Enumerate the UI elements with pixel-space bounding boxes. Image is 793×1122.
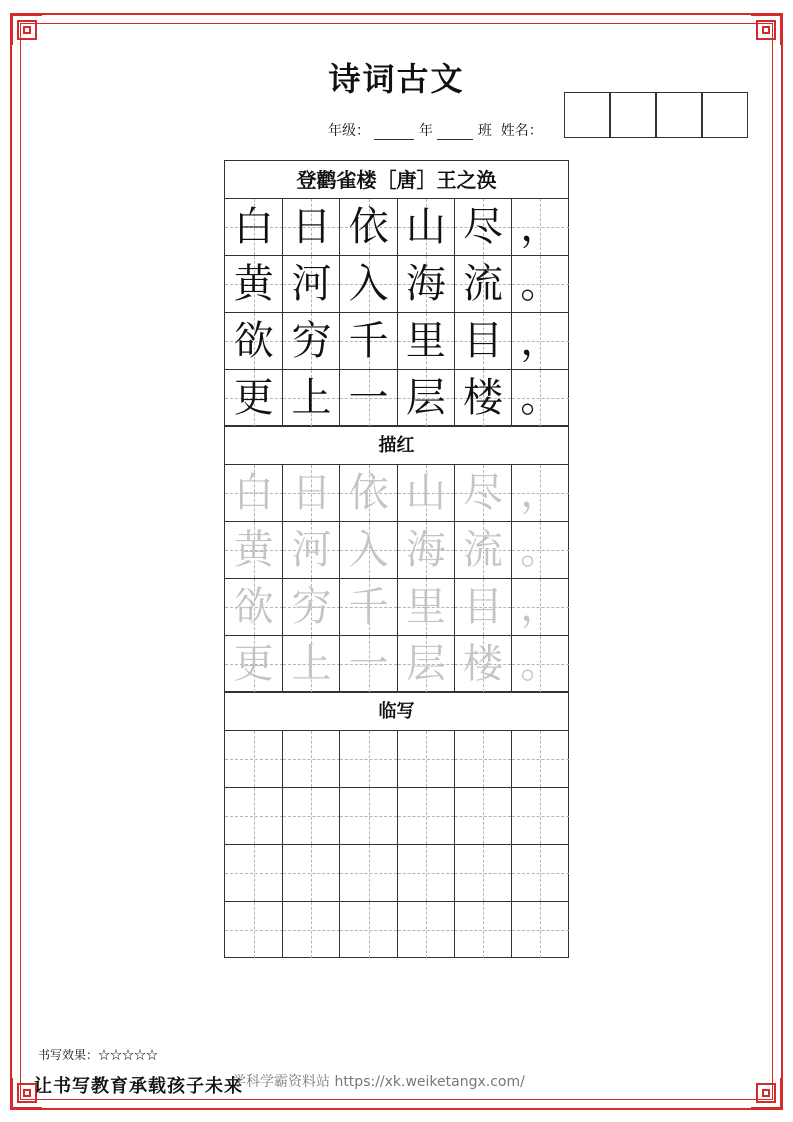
class-label: 班 bbox=[477, 123, 492, 139]
grid-cell bbox=[225, 370, 283, 426]
model-character: 目 bbox=[463, 318, 504, 364]
grid-cell bbox=[511, 636, 569, 692]
writing-rating: 书写效果：☆☆☆☆☆ bbox=[38, 1048, 159, 1062]
grid-cell bbox=[454, 636, 512, 692]
copy-row bbox=[224, 730, 569, 787]
model-character: 里 bbox=[405, 318, 446, 364]
grid-cell bbox=[511, 579, 569, 635]
grid-cell bbox=[282, 636, 340, 692]
grid-cell bbox=[511, 199, 569, 255]
grid-cell[interactable] bbox=[511, 845, 569, 901]
grid-cell[interactable] bbox=[397, 902, 455, 958]
trace-section-label: 描红 bbox=[224, 426, 569, 464]
grid-cell bbox=[511, 313, 569, 369]
model-character: 一 bbox=[348, 375, 389, 421]
trace-character: 海 bbox=[405, 527, 446, 573]
trace-row bbox=[224, 521, 569, 578]
name-box[interactable] bbox=[564, 92, 610, 138]
grid-cell bbox=[282, 256, 340, 312]
model-character: 欲 bbox=[233, 318, 274, 364]
trace-character: 。 bbox=[520, 641, 561, 687]
grid-cell bbox=[225, 199, 283, 255]
grid-cell bbox=[339, 199, 397, 255]
trace-character: 入 bbox=[348, 527, 389, 573]
practice-grid bbox=[224, 160, 569, 958]
model-character: 依 bbox=[348, 204, 389, 250]
grid-cell bbox=[339, 522, 397, 578]
grid-cell[interactable] bbox=[397, 788, 455, 844]
grid-cell bbox=[282, 313, 340, 369]
grid-cell[interactable] bbox=[282, 731, 340, 787]
grid-cell bbox=[225, 256, 283, 312]
class-blank[interactable] bbox=[437, 125, 473, 140]
poem-heading: 登鹳雀楼［唐］王之涣 bbox=[224, 160, 569, 198]
copy-row bbox=[224, 844, 569, 901]
model-character: 楼 bbox=[463, 375, 504, 421]
grid-cell bbox=[339, 636, 397, 692]
grid-cell bbox=[282, 199, 340, 255]
model-character: 穷 bbox=[291, 318, 332, 364]
corner-ornament-bottom-right-icon bbox=[749, 1076, 783, 1110]
name-label: 姓名： bbox=[500, 123, 543, 139]
model-character: 尽 bbox=[463, 204, 504, 250]
trace-character: 白 bbox=[233, 470, 274, 516]
corner-ornament-top-right-icon bbox=[749, 13, 783, 47]
grid-cell bbox=[397, 579, 455, 635]
trace-character: 。 bbox=[520, 527, 561, 573]
grid-cell[interactable] bbox=[225, 902, 283, 958]
grid-cell[interactable] bbox=[511, 902, 569, 958]
grid-cell bbox=[339, 579, 397, 635]
trace-rows bbox=[224, 464, 569, 692]
grid-cell bbox=[339, 313, 397, 369]
grid-cell[interactable] bbox=[282, 845, 340, 901]
grid-cell bbox=[225, 522, 283, 578]
grid-cell bbox=[454, 199, 512, 255]
corner-ornament-top-left-icon bbox=[10, 13, 44, 47]
grid-cell bbox=[225, 313, 283, 369]
model-character: 山 bbox=[405, 204, 446, 250]
grid-cell bbox=[339, 370, 397, 426]
model-character: 。 bbox=[520, 375, 561, 421]
grid-cell[interactable] bbox=[225, 845, 283, 901]
trace-character: 穷 bbox=[291, 584, 332, 630]
grid-cell bbox=[511, 256, 569, 312]
grid-cell bbox=[454, 522, 512, 578]
grade-blank[interactable] bbox=[374, 125, 414, 140]
model-row bbox=[224, 312, 569, 369]
grid-cell bbox=[511, 522, 569, 578]
model-row bbox=[224, 369, 569, 426]
grid-cell bbox=[454, 579, 512, 635]
grid-cell[interactable] bbox=[454, 788, 512, 844]
trace-character: 一 bbox=[348, 641, 389, 687]
trace-character: ， bbox=[520, 470, 561, 516]
footer-slogan: 让书写教育承载孩子未来 bbox=[34, 1076, 243, 1097]
grid-cell bbox=[397, 199, 455, 255]
trace-character: 上 bbox=[291, 641, 332, 687]
model-character: 。 bbox=[520, 261, 561, 307]
grid-cell bbox=[225, 579, 283, 635]
model-character: 流 bbox=[463, 261, 504, 307]
trace-character: 目 bbox=[463, 584, 504, 630]
page-title: 诗词古文 bbox=[328, 60, 465, 98]
grid-cell bbox=[339, 465, 397, 521]
grid-cell bbox=[225, 465, 283, 521]
trace-row bbox=[224, 635, 569, 692]
grid-cell[interactable] bbox=[454, 845, 512, 901]
model-character: 层 bbox=[405, 375, 446, 421]
grid-cell bbox=[225, 636, 283, 692]
grid-cell[interactable] bbox=[511, 788, 569, 844]
grid-cell bbox=[397, 313, 455, 369]
grid-cell bbox=[339, 256, 397, 312]
grid-cell bbox=[454, 465, 512, 521]
grid-cell[interactable] bbox=[454, 731, 512, 787]
trace-character: 尽 bbox=[463, 470, 504, 516]
name-box[interactable] bbox=[610, 92, 656, 138]
grid-cell[interactable] bbox=[282, 902, 340, 958]
grid-cell[interactable] bbox=[339, 902, 397, 958]
copy-section-label: 临写 bbox=[224, 692, 569, 730]
trace-character: 里 bbox=[405, 584, 446, 630]
trace-character: ， bbox=[520, 584, 561, 630]
trace-row bbox=[224, 578, 569, 635]
model-character: ， bbox=[520, 204, 561, 250]
grid-cell[interactable] bbox=[339, 731, 397, 787]
grid-cell[interactable] bbox=[397, 731, 455, 787]
copy-row bbox=[224, 901, 569, 958]
trace-character: 更 bbox=[233, 641, 274, 687]
model-text-rows bbox=[224, 198, 569, 426]
model-character: 日 bbox=[291, 204, 332, 250]
model-row bbox=[224, 198, 569, 255]
year-label: 年 bbox=[418, 123, 433, 139]
grid-cell bbox=[282, 370, 340, 426]
model-row bbox=[224, 255, 569, 312]
trace-character: 欲 bbox=[233, 584, 274, 630]
model-character: ， bbox=[520, 318, 561, 364]
trace-character: 流 bbox=[463, 527, 504, 573]
trace-character: 河 bbox=[291, 527, 332, 573]
grid-cell bbox=[282, 465, 340, 521]
trace-character: 层 bbox=[405, 641, 446, 687]
grid-cell bbox=[397, 256, 455, 312]
model-character: 上 bbox=[291, 375, 332, 421]
grid-cell bbox=[282, 522, 340, 578]
grid-cell[interactable] bbox=[282, 788, 340, 844]
grid-cell[interactable] bbox=[339, 788, 397, 844]
grid-cell bbox=[397, 636, 455, 692]
model-character: 入 bbox=[348, 261, 389, 307]
model-character: 更 bbox=[233, 375, 274, 421]
grid-cell bbox=[282, 579, 340, 635]
name-box[interactable] bbox=[656, 92, 702, 138]
grid-cell bbox=[397, 370, 455, 426]
grid-cell bbox=[454, 313, 512, 369]
trace-character: 日 bbox=[291, 470, 332, 516]
copy-rows bbox=[224, 730, 569, 958]
grid-cell[interactable] bbox=[225, 731, 283, 787]
model-character: 河 bbox=[291, 261, 332, 307]
trace-character: 楼 bbox=[463, 641, 504, 687]
grid-cell[interactable] bbox=[397, 845, 455, 901]
grid-cell bbox=[511, 465, 569, 521]
model-character: 千 bbox=[348, 318, 389, 364]
grid-cell[interactable] bbox=[454, 902, 512, 958]
grid-cell bbox=[397, 522, 455, 578]
model-character: 白 bbox=[233, 204, 274, 250]
copy-row bbox=[224, 787, 569, 844]
trace-character: 黄 bbox=[233, 527, 274, 573]
grade-label: 年级： bbox=[328, 123, 370, 139]
grid-cell[interactable] bbox=[225, 788, 283, 844]
name-box[interactable] bbox=[702, 92, 748, 138]
trace-character: 山 bbox=[405, 470, 446, 516]
grid-cell[interactable] bbox=[511, 731, 569, 787]
grid-cell bbox=[511, 370, 569, 426]
model-character: 海 bbox=[405, 261, 446, 307]
grid-cell bbox=[454, 370, 512, 426]
trace-character: 千 bbox=[348, 584, 389, 630]
student-info-line bbox=[328, 120, 543, 140]
model-character: 黄 bbox=[233, 261, 274, 307]
trace-row bbox=[224, 464, 569, 521]
grid-cell[interactable] bbox=[339, 845, 397, 901]
trace-character: 依 bbox=[348, 470, 389, 516]
source-watermark: 学科学霸资料站 https://xk.weiketangx.com/ bbox=[232, 1074, 525, 1090]
grid-cell bbox=[454, 256, 512, 312]
grid-cell bbox=[397, 465, 455, 521]
